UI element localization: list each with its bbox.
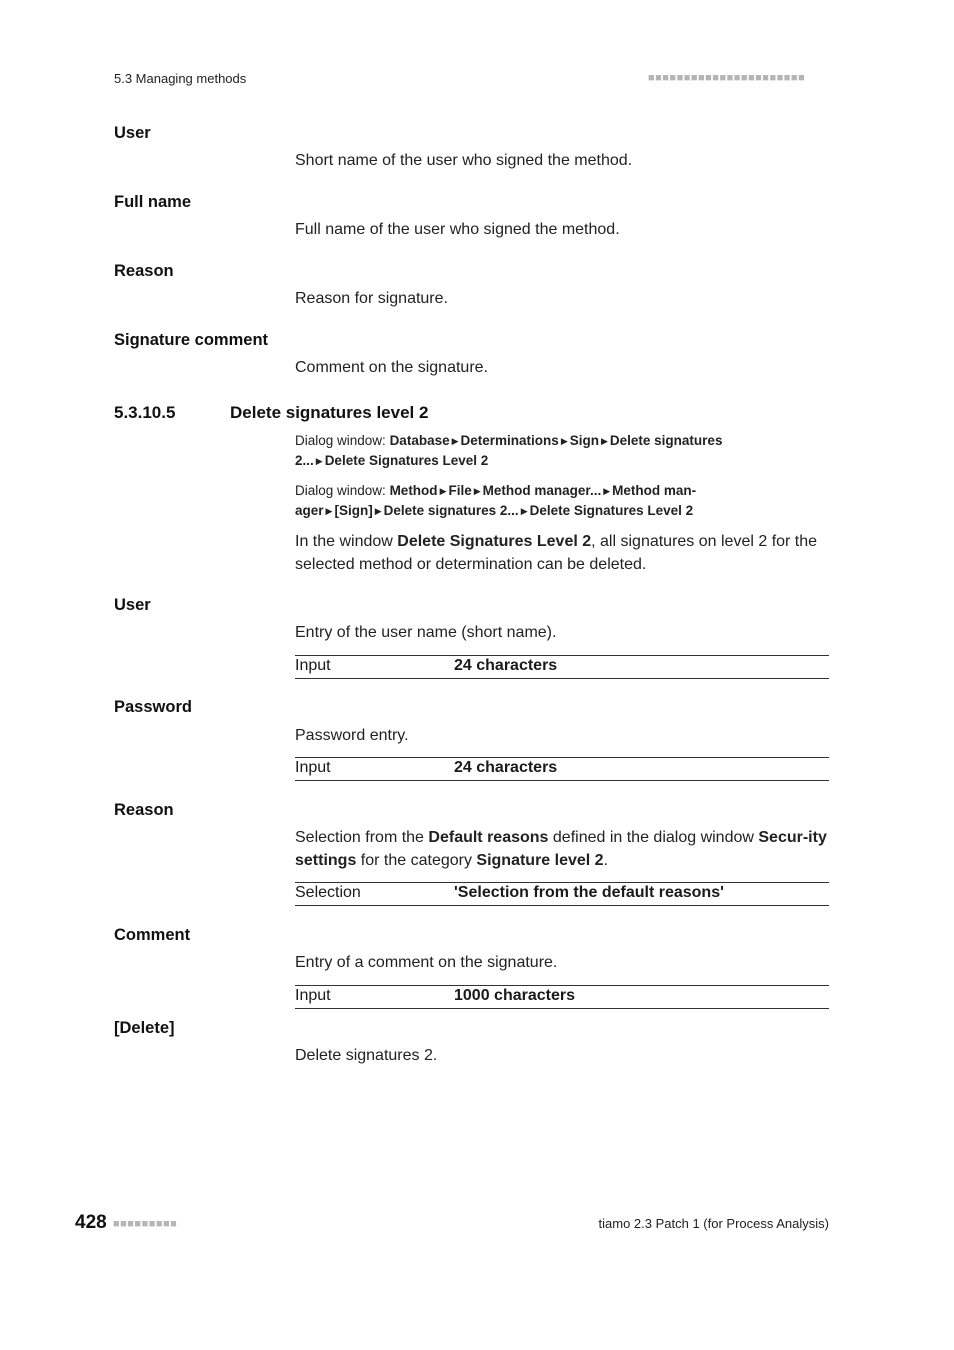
triangle-right-icon: ▶	[315, 456, 323, 466]
intro-text: , all signatures on level 2 for the selected method or determination can be deleted.	[295, 533, 818, 573]
param-key: Selection	[295, 884, 361, 901]
term-user: User	[114, 124, 151, 142]
intro-text: In the window	[295, 533, 398, 550]
term-full-name: Full name	[114, 193, 192, 211]
param-key: Input	[295, 657, 331, 674]
term-user-param: User	[114, 596, 151, 614]
term-comment: Comment	[114, 926, 191, 944]
triangle-right-icon: ▶	[451, 436, 459, 446]
path-step: [Sign]	[334, 503, 373, 518]
param-value: 24 characters	[454, 759, 558, 776]
triangle-right-icon: ▶	[374, 506, 382, 516]
param-value: 24 characters	[454, 657, 558, 674]
window-name: Delete Signatures Level 2	[397, 533, 592, 550]
dialog-path-2	[295, 481, 765, 521]
path-step: Database	[389, 433, 450, 448]
triangle-right-icon: ▶	[520, 506, 528, 516]
path-step: 2...	[295, 453, 314, 468]
param-value: 1000 characters	[454, 987, 575, 1004]
path-step: Method manager...	[482, 483, 602, 498]
term-delete-button: [Delete]	[114, 1019, 175, 1037]
triangle-right-icon: ▶	[473, 486, 481, 496]
path-step: Delete Signatures Level 2	[324, 453, 489, 468]
desc-bold: Secur-ity settings	[295, 829, 827, 869]
path-step: Determinations	[460, 433, 559, 448]
path-step: Delete signatures	[609, 433, 723, 448]
param-key: Input	[295, 759, 331, 776]
param-key: Input	[295, 987, 331, 1004]
section-title: Delete signatures level 2	[230, 403, 429, 422]
desc-text: Selection from the	[295, 829, 429, 846]
path-step: Delete Signatures Level 2	[529, 503, 694, 518]
triangle-right-icon: ▶	[560, 436, 568, 446]
desc-text: .	[603, 851, 609, 869]
path-step: Method	[389, 483, 438, 498]
desc-text: for the category	[356, 851, 477, 869]
desc-text: defined in the dialog window	[548, 829, 759, 846]
triangle-right-icon: ▶	[325, 506, 333, 516]
desc-user: Short name of the user who signed the method.	[295, 152, 633, 169]
product-name: tiamo 2.3 Patch 1 (for Process Analysis)	[598, 1216, 829, 1231]
desc-reason: Reason for signature.	[295, 290, 448, 307]
page-number: 428	[75, 1212, 107, 1233]
triangle-right-icon: ▶	[600, 436, 608, 446]
path-step: Sign	[569, 433, 599, 448]
term-reason: Reason	[114, 262, 174, 280]
term-reason-param: Reason	[114, 801, 174, 819]
desc-delete: Delete signatures 2.	[295, 1047, 438, 1064]
path-step: ager	[295, 503, 324, 518]
desc-full-name: Full name of the user who signed the method.	[295, 221, 620, 238]
running-header-section: 5.3 Managing methods	[114, 71, 247, 86]
param-table-user	[295, 655, 829, 679]
dialog-path-1	[295, 431, 765, 471]
path-prefix: Dialog window:	[295, 433, 386, 448]
desc-password: Password entry.	[295, 727, 409, 744]
term-password: Password	[114, 698, 192, 716]
param-table-reason	[295, 882, 829, 906]
triangle-right-icon: ▶	[603, 486, 611, 496]
path-step: Delete signatures 2...	[383, 503, 519, 518]
param-value: 'Selection from the default reasons'	[454, 884, 724, 901]
path-prefix: Dialog window:	[295, 483, 386, 498]
desc-signature-comment: Comment on the signature.	[295, 359, 488, 376]
term-signature-comment: Signature comment	[114, 331, 269, 349]
section-number: 5.3.10.5	[114, 403, 176, 422]
desc-bold: Default reasons	[428, 829, 549, 846]
section-intro	[295, 531, 829, 576]
desc-reason-param	[295, 827, 829, 872]
param-table-password	[295, 757, 829, 781]
footer-decoration: ■■■■■■■■■	[113, 1218, 178, 1230]
header-decoration: ■■■■■■■■■■■■■■■■■■■■■■	[648, 72, 806, 84]
path-step: File	[448, 483, 472, 498]
desc-user-param: Entry of the user name (short name).	[295, 624, 557, 641]
desc-bold: Signature level 2	[476, 851, 604, 869]
desc-comment: Entry of a comment on the signature.	[295, 954, 558, 971]
path-step: Method man-	[612, 483, 697, 498]
triangle-right-icon: ▶	[439, 486, 447, 496]
param-table-comment	[295, 985, 829, 1009]
